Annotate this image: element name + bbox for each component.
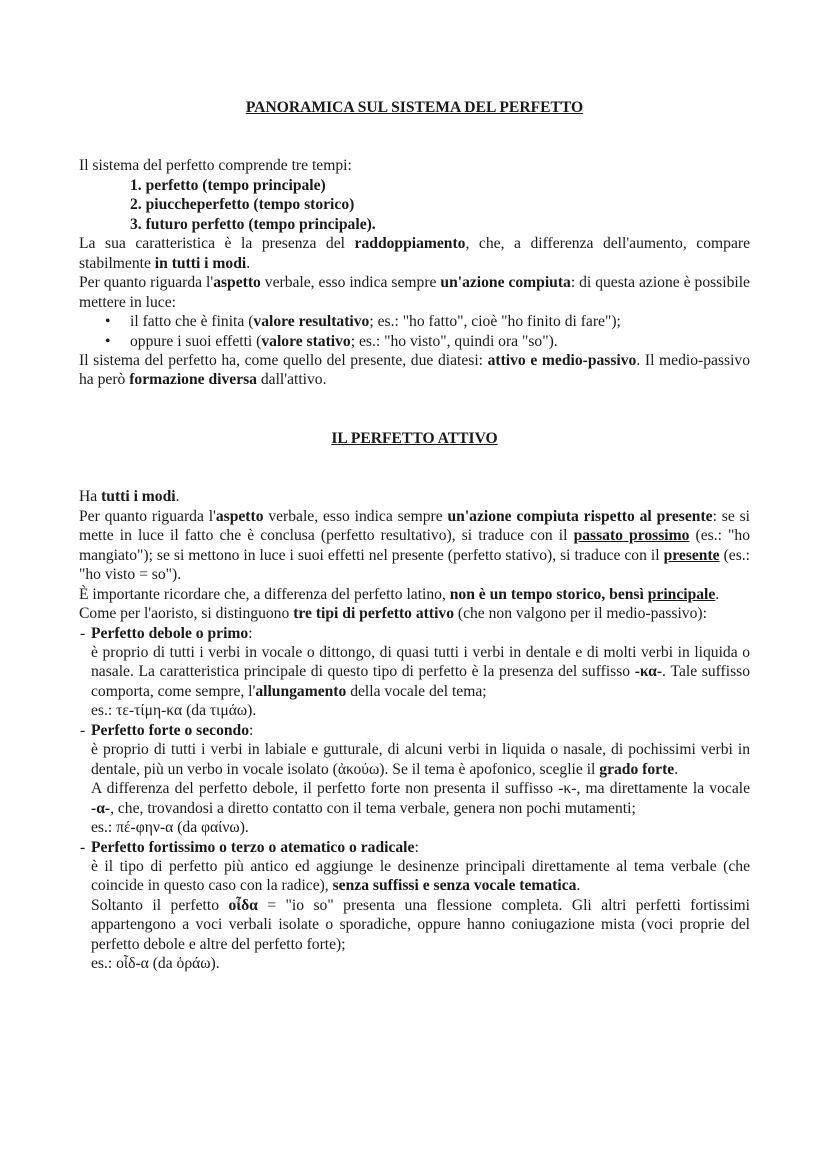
text-run: (es.: "ho mangiato"); se si mettono in luce i suoi effetti nel presente (perfetto stativo), si traduce con il (79, 527, 750, 564)
dash-marker: - (80, 624, 86, 642)
text-run: Ha (79, 488, 102, 506)
list-item (79, 857, 750, 896)
emphasis-text: passato prossimo (573, 527, 690, 545)
list-item (79, 701, 750, 720)
text-run: ; es.: "ho visto", quindi ora "so"). (350, 332, 558, 350)
text-run: , che, trovandosi a diretto contatto con il tema verbale, genera non pochi mutamenti; (110, 799, 636, 817)
text-run: dall'attivo. (256, 371, 327, 389)
dash-marker: - (80, 721, 86, 739)
text-run: oppure i suoi effetti ( (130, 332, 262, 350)
bullet-icon: • (105, 332, 111, 350)
text-run: . (246, 254, 251, 272)
text-run: : di questa azione è possibile mettere in luce: (79, 274, 750, 311)
bullet-icon: • (105, 313, 111, 331)
text-run: . (576, 877, 581, 895)
emphasis-text: un'azione compiuta rispetto al presente (447, 507, 713, 525)
text-run: es.: τε-τίμη-κα (da τιμάω). (91, 702, 257, 720)
list-item (79, 332, 750, 351)
emphasis-text: tre tipi di perfetto attivo (293, 605, 454, 623)
list-item (79, 215, 750, 234)
emphasis-text: in tutti i modi (154, 254, 247, 272)
text-run: . (175, 488, 180, 506)
emphasis-text: un'azione compiuta (440, 274, 571, 292)
emphasis-text: non è un tempo storico, bensì (449, 585, 648, 603)
text-run: 3. futuro perfetto (tempo principale). (130, 215, 376, 233)
text-run: verbale, esso indica sempre (263, 507, 448, 525)
list-item (79, 740, 750, 779)
paragraph (79, 507, 750, 585)
list-heading (79, 838, 750, 857)
paragraph (79, 234, 750, 273)
text-run: verbale, esso indica sempre (260, 274, 441, 292)
list-heading (79, 624, 750, 643)
section-title-perfetto-attivo: IL PERFETTO ATTIVO (331, 429, 498, 447)
text-run: : (248, 624, 253, 642)
emphasis-text: senza suffissi e senza vocale tematica (332, 877, 577, 895)
text-run: (es.: "ho visto = so"). (79, 546, 750, 584)
document-page (79, 0, 750, 974)
emphasis-text: raddoppiamento (354, 235, 466, 253)
text-run: : se si mette in luce il fatto che è conclusa (perfetto resultativo), si traduce con il (79, 507, 750, 545)
emphasis-text: grado forte (599, 760, 675, 778)
list-item (79, 312, 750, 331)
emphasis-text: presente (663, 546, 720, 564)
text-run: A differenza del perfetto debole, il perfetto forte non presenta il suffisso -κ-, ma direttamente la vocale (91, 780, 750, 798)
section-perfetto-attivo (79, 487, 750, 973)
emphasis-text: aspetto (215, 507, 264, 525)
text-run: è proprio di tutti i verbi in labiale e gutturale, di alcuni verbi in liquida o nasale, di pochissimi verbi in dentale, più un verbo in vocale isolato (ἀκούω). Se il tema è apofonico, sceglie il (91, 741, 750, 778)
list-heading (79, 721, 750, 740)
emphasis-text: Perfetto forte o secondo (91, 721, 250, 739)
emphasis-text: Perfetto fortissimo o terzo o atematico o radicale (91, 838, 415, 856)
text-run: . (674, 760, 679, 778)
text-run: Soltanto il perfetto (91, 896, 229, 914)
text-run: è il tipo di perfetto più antico ed aggiunge le desinenze principali direttamente al tema verbale (che coincide in questo caso con la radice), (91, 857, 750, 895)
paragraph (79, 604, 750, 623)
paragraph (79, 585, 750, 604)
section-title-panoramica: PANORAMICA SUL SISTEMA DEL PERFETTO (245, 99, 584, 116)
paragraph (79, 351, 750, 390)
text-run: della vocale del tema; (346, 682, 487, 700)
list-item (79, 954, 750, 973)
emphasis-text: valore stativo (261, 332, 351, 350)
paragraph (79, 273, 750, 312)
list-item (79, 896, 750, 954)
emphasis-text: -κα- (634, 663, 663, 681)
text-run: . (715, 585, 720, 603)
text-run: È importante ricordare che, a differenza del perfetto latino, (79, 585, 450, 603)
text-run: 2. piuccheperfetto (tempo storico) (130, 196, 355, 214)
text-run: Come per l'aoristo, si distinguono (79, 605, 294, 623)
emphasis-text: οἶδα (228, 896, 258, 914)
text-run: es.: οἶδ-α (da ὁράω). (91, 955, 220, 973)
text-run: . Tale suffisso comporta, come sempre, l' (91, 663, 751, 700)
text-run: ; es.: "ho fatto", cioè "ho finito di fare"); (369, 313, 621, 331)
text-run: , che, a differenza dell'aumento, compare stabilmente (79, 235, 750, 272)
text-run: Per quanto riguarda l' (79, 274, 214, 292)
text-run: il fatto che è finita ( (130, 313, 254, 331)
list-item (79, 643, 750, 701)
list-item (79, 176, 750, 195)
list-item (79, 195, 750, 214)
text-run: Per quanto riguarda l' (79, 507, 216, 525)
text-run: (che non valgono per il medio-passivo): (454, 605, 707, 623)
emphasis-text: aspetto (213, 274, 261, 292)
emphasis-text: principale (647, 585, 716, 603)
text-run: 1. perfetto (tempo principale) (130, 176, 326, 194)
text-run: : (249, 721, 254, 739)
emphasis-text: formazione diversa (129, 371, 257, 389)
list-item (79, 779, 750, 818)
emphasis-text: tutti i modi (101, 488, 176, 506)
emphasis-text: allungamento (255, 682, 347, 700)
emphasis-text: -α- (91, 799, 111, 817)
dash-marker: - (80, 838, 86, 856)
text-run: Il sistema del perfetto ha, come quello del presente, due diatesi: (79, 351, 488, 369)
text-run: . Il medio-passivo ha però (79, 351, 750, 389)
text-run: : (414, 838, 419, 856)
text-run: è proprio di tutti i verbi in vocale o dittongo, di quasi tutti i verbi in dentale e di molti verbi in liquida o nasale. La caratteristica principale di questo tipo di perfetto è la presenza del suffisso (91, 643, 750, 681)
emphasis-text: attivo e medio-passivo (487, 351, 637, 369)
emphasis-text: Perfetto debole o primo (91, 624, 249, 642)
text-run: Il sistema del perfetto comprende tre tempi: (79, 157, 352, 175)
paragraph (79, 156, 750, 175)
text-run: = "io so" presenta una flessione completa. Gli altri perfetti fortissimi appartengono a voci verbali isolate o sporadiche, oppure hanno coniugazione mista (voci proprie del perfetto debole e altre del perfetto forte); (91, 896, 750, 953)
emphasis-text: valore resultativo (253, 313, 370, 331)
text-run: es.: πέ-φην-α (da φαίνω). (91, 819, 249, 837)
text-run: La sua caratteristica è la presenza del (79, 235, 355, 253)
list-item (79, 818, 750, 837)
paragraph (79, 487, 750, 506)
section-panoramica (79, 156, 750, 389)
